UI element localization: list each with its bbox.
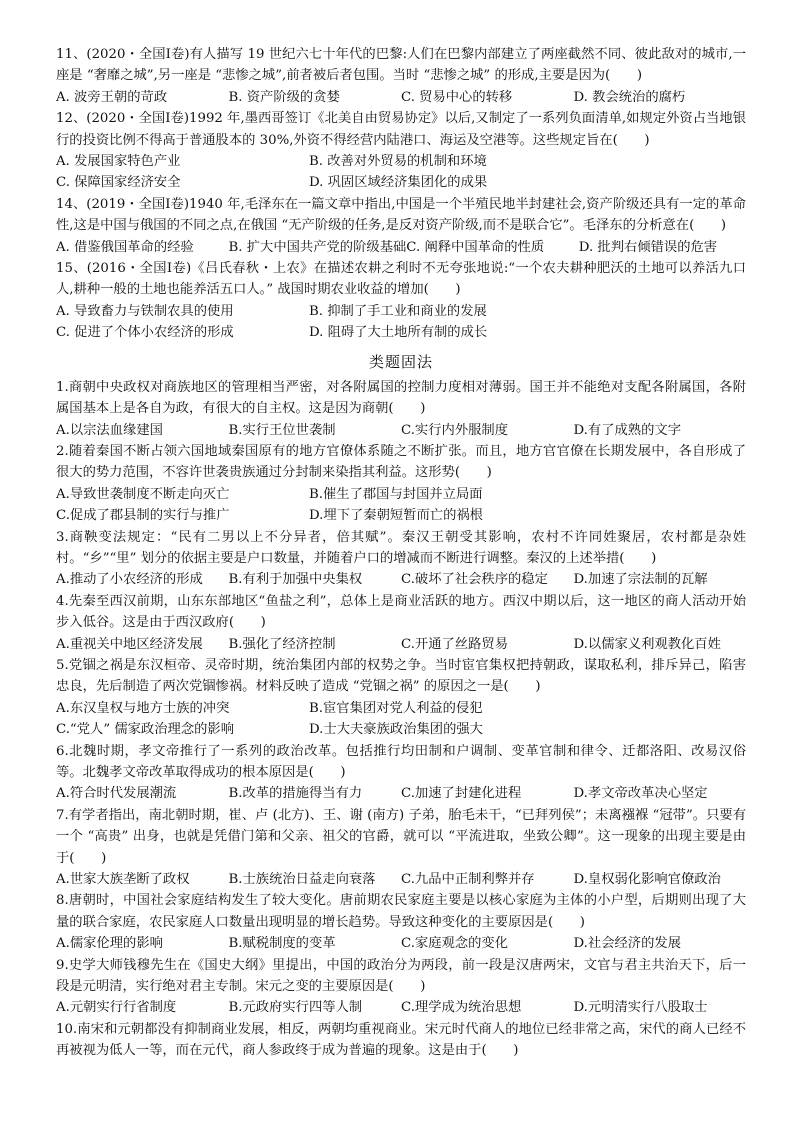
- answer-option: A.元朝实行行省制度: [56, 1000, 177, 1016]
- answer-option: C.家庭观念的变化: [401, 936, 509, 952]
- answer-option: B. 抑制了手工业和商业的发展: [309, 303, 487, 319]
- question-block: [56, 258, 746, 344]
- answer-option: A.世家大族垄断了政权: [56, 872, 190, 888]
- question-block: [56, 741, 746, 805]
- answer-option: C. 促进了个体小农经济的形成: [56, 325, 234, 341]
- document-page: [56, 44, 746, 1062]
- answer-option: C.实行内外服制度: [401, 422, 509, 438]
- answer-option: A.符合时代发展潮流: [56, 786, 177, 802]
- question-block: [56, 655, 746, 741]
- answer-option: D.埋下了秦朝短暂而亡的祸根: [309, 508, 483, 524]
- answer-option: C.破坏了社会秩序的稳定: [401, 572, 548, 588]
- question-block: [56, 955, 746, 1019]
- answer-option: C.理学成为统治思想: [401, 1000, 522, 1016]
- answer-option: B.实行王位世袭制: [228, 422, 336, 438]
- answer-option: C.“党人” 儒家政治理念的影响: [56, 722, 235, 738]
- answer-option: A. 发展国家特色产业: [56, 154, 181, 170]
- answer-options: [56, 933, 746, 954]
- answer-options: [56, 301, 746, 344]
- answer-options: [56, 484, 746, 527]
- answer-options: [56, 569, 746, 590]
- question-stem: 10.南宋和元朝都没有抑制商业发展，相反，两朝均重视商业。宋元时代商人的地位已经非常之高，宋代的商人已经不再被视为低人一等，而在元代，商人参政终于成为普遍的现象。这是由于( ): [56, 1021, 746, 1059]
- answer-option: D.孝文帝改革决心坚定: [573, 786, 708, 802]
- answer-option: A.导致世袭制度不断走向灭亡: [56, 486, 230, 502]
- question-block: [56, 108, 746, 194]
- answer-option: C.促成了郡县制的实行与推广: [56, 508, 230, 524]
- answer-option: C. 保障国家经济安全: [56, 175, 181, 191]
- question-block: [56, 441, 746, 527]
- answer-option: B.宦官集团对党人利益的侵犯: [309, 700, 483, 716]
- answer-option: B.士族统治日益走向衰落: [228, 872, 376, 888]
- answer-option: B.元政府实行四等人制: [228, 1000, 363, 1016]
- answer-option: C.加速了封建化进程: [401, 786, 522, 802]
- exam-questions-part2: [56, 377, 746, 1062]
- question-block: [56, 44, 746, 108]
- answer-option: A.推动了小农经济的形成: [56, 572, 203, 588]
- question-block: [56, 890, 746, 954]
- question-stem: 6.北魏时期，孝文帝推行了一系列的政治改革。包括推行均田制和户调制、变革官制和律令、迁都洛阳、改易汉俗等。北魏孝文帝改革取得成功的根本原因是( ): [56, 743, 746, 780]
- answer-option: A. 借鉴俄国革命的经验: [56, 239, 194, 255]
- answer-option: D. 巩固区域经济集团化的成果: [309, 175, 488, 191]
- answer-options: [56, 420, 746, 441]
- question-stem: 5.党锢之祸是东汉桓帝、灵帝时期，统治集团内部的权势之争。当时宦官集权把持朝政，谋取私利，排斥异己，陷害忠良，先后制造了两次党锢惨祸。材料反映了造成 “党锢之祸” 的原因之一是( ): [56, 657, 746, 695]
- question-stem: 2.随着秦国不断占领六国地域秦国原有的地方官僚体系随之不断扩张。而且，地方官官僚在长期发展中，各自形成了很大的势力范围，不容许世袭贵族通过分封制来染指其利益。这形势( ): [56, 443, 746, 481]
- answer-option: B.强化了经济控制: [228, 636, 336, 652]
- answer-options: [56, 869, 746, 890]
- answer-option: D.元明清实行八股取士: [573, 1000, 708, 1016]
- answer-option: D.皇权弱化影响官僚政治: [573, 872, 721, 888]
- question-block: [56, 591, 746, 655]
- answer-option: D.加速了宗法制的瓦解: [573, 572, 708, 588]
- answer-option: B.改革的措施得当有力: [228, 786, 363, 802]
- question-block: [56, 1019, 746, 1062]
- answer-option: A.东汉皇权与地方士族的冲突: [56, 700, 230, 716]
- question-stem: 1.商朝中央政权对商族地区的管理相当严密，对各附属国的控制力度相对薄弱。国王并不能绝对支配各附属国，各附属国基本上是各自为政，有很大的自主权。这是因为商朝( ): [56, 379, 746, 417]
- answer-option: C.九品中正制利弊并存: [401, 872, 535, 888]
- answer-option: D. 批判右倾错误的危害: [578, 239, 718, 255]
- answer-options: [56, 783, 746, 804]
- question-block: [56, 377, 746, 441]
- answer-option: D. 阻碍了大土地所有制的成长: [309, 325, 488, 341]
- answer-option: D.有了成熟的文字: [573, 422, 681, 438]
- answer-option: B.赋税制度的变革: [228, 936, 336, 952]
- answer-option: C.开通了丝路贸易: [401, 636, 509, 652]
- section-title: 类题固法: [368, 352, 433, 371]
- answer-option: D.社会经济的发展: [573, 936, 681, 952]
- answer-options: [56, 87, 746, 108]
- answer-option: A.以宗法血缘建国: [56, 422, 163, 438]
- answer-option: B. 改善对外贸易的机制和环境: [309, 154, 487, 170]
- answer-option: B. 资产阶级的贪婪: [228, 89, 340, 105]
- answer-option: A. 导致畜力与铁制农具的使用: [56, 303, 234, 319]
- question-stem: 15、(2016・全国Ⅰ卷)《吕氏春秋・上农》在描述农耕之利时不无夸张地说:“一个农夫耕种肥沃的土地可以养活九口人,耕种一般的土地也能养活五口人。” 战国时期农业收益的增加( ): [56, 261, 746, 298]
- question-stem: 8.唐朝时，中国社会家庭结构发生了较大变化。唐前期农民家庭主要是以核心家庭为主体的小户型，后期则出现了大量的联合家庭，农民家庭人口数量出现明显的增长趋势。导致这种变化的主要原因是( ): [56, 893, 746, 930]
- answer-option: D.以儒家义利观教化百姓: [573, 636, 721, 652]
- answer-option: C. 贸易中心的转移: [401, 89, 513, 105]
- question-block: [56, 194, 746, 258]
- exam-questions-part1: [56, 44, 746, 344]
- answer-options: [56, 997, 746, 1018]
- answer-option: B.催生了郡国与封国并立局面: [309, 486, 483, 502]
- question-stem: 9.史学大师钱穆先生在《国史大纲》里提出，中国的政治分为两段，前一段是汉唐两宋，文官与君主共治天下，后一段是元明清，实行绝对君主专制。宋元之变的主要原因是( ): [56, 957, 746, 995]
- answer-options: [56, 634, 746, 655]
- answer-options: [56, 151, 746, 194]
- answer-option: C. 阐释中国革命的性质: [406, 239, 545, 255]
- question-stem: 11、(2020・全国Ⅰ卷)有人描写 19 世纪六七十年代的巴黎:人们在巴黎内部建立了两座截然不同、彼此敌对的城市,一座是 “奢靡之城”,另一座是 “悲惨之城”,前者被后者包围。当时 “悲惨之城” 的形成,主要是因为( ): [56, 47, 746, 84]
- question-stem: 14、(2019・全国Ⅰ卷)1940 年,毛泽东在一篇文章中指出,中国是一个半殖民地半封建社会,资产阶级还具有一定的革命性,这是中国与俄国的不同之点,在俄国 “无产阶级的任务,是反对资产阶级,而不是联合它”。毛泽东的分析意在( ): [56, 196, 746, 234]
- question-stem: 7.有学者指出，南北朝时期，崔、卢 (北方)、王、谢 (南方) 子弟，胎毛未干，“已拜列侯”；未离襁褓 “冠带”。只要有一个 “高贵” 出身，也就是凭借门第和父亲、祖父的官爵，就可以 “平流进取，坐致公卿”。这一现象的出现主要是由于( ): [56, 807, 746, 866]
- question-stem: 4.先秦至西汉前期，山东东部地区“鱼盐之利”，总体上是商业活跃的地方。西汉中期以后，这一地区的商人活动开始步入低谷。这是由于西汉政府( ): [56, 593, 746, 631]
- answer-option: D.士大夫豪族政治集团的强大: [309, 722, 483, 738]
- answer-option: A.儒家伦理的影响: [56, 936, 163, 952]
- answer-option: A.重视关中地区经济发展: [56, 636, 203, 652]
- answer-option: D. 教会统治的腐朽: [573, 89, 686, 105]
- answer-option: B. 扩大中国共产党的阶级基础: [228, 239, 407, 255]
- answer-option: B.有利于加强中央集权: [228, 572, 363, 588]
- question-stem: 12、(2020・全国Ⅰ卷)1992 年,墨西哥签订《北美自由贸易协定》以后,又制定了一系列负面清单,如规定外资占当地银行的投资比例不得高于普通股本的 30%,外资不得经营内陆港口、海运及空港等。这些规定旨在( ): [56, 111, 746, 148]
- answer-options: [56, 698, 746, 741]
- question-block: [56, 805, 746, 891]
- question-stem: 3.商鞅变法规定：“民有二男以上不分异者，倍其赋”。秦汉王朝受其影响，农村不许同姓聚居，农村都是杂姓村。“乡”“里” 划分的依据主要是户口数量，并随着户口的增减而不断进行调整。秦汉的上述举措( ): [56, 529, 746, 566]
- answer-options: [56, 237, 746, 258]
- question-block: [56, 527, 746, 591]
- answer-option: A. 波旁王朝的苛政: [56, 89, 168, 105]
